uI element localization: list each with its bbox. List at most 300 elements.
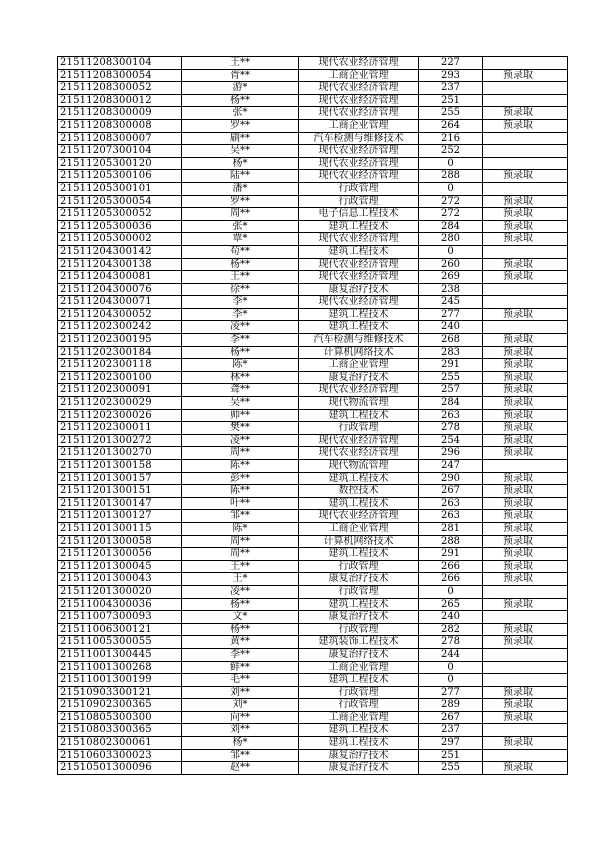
candidate-id-cell: 21510501300096 bbox=[58, 762, 182, 775]
candidate-name-cell: 张* bbox=[182, 107, 299, 120]
candidate-name-cell: 黄** bbox=[182, 636, 299, 649]
table-row bbox=[58, 82, 568, 95]
candidate-name-cell: 陈* bbox=[182, 522, 299, 535]
score-cell: 265 bbox=[419, 598, 483, 611]
major-cell: 行政管理 bbox=[299, 195, 419, 208]
table-row bbox=[58, 107, 568, 120]
admission-list-body bbox=[58, 57, 568, 775]
admission-status-cell: 预录取 bbox=[483, 762, 568, 775]
table-row bbox=[58, 623, 568, 636]
admission-status-cell bbox=[483, 321, 568, 334]
candidate-id-cell: 21511006300121 bbox=[58, 623, 182, 636]
candidate-name-cell: 王** bbox=[182, 271, 299, 284]
candidate-name-cell: 林** bbox=[182, 371, 299, 384]
admission-status-cell: 预录取 bbox=[483, 699, 568, 712]
admission-status-cell: 预录取 bbox=[483, 409, 568, 422]
candidate-name-cell: 周** bbox=[182, 208, 299, 221]
major-cell: 行政管理 bbox=[299, 699, 419, 712]
score-cell: 240 bbox=[419, 321, 483, 334]
admission-status-cell bbox=[483, 611, 568, 624]
score-cell: 263 bbox=[419, 497, 483, 510]
score-cell: 290 bbox=[419, 472, 483, 485]
candidate-id-cell: 21511201300020 bbox=[58, 585, 182, 598]
major-cell: 现代农业经济管理 bbox=[299, 447, 419, 460]
admission-status-cell: 预录取 bbox=[483, 107, 568, 120]
candidate-name-cell: 文* bbox=[182, 611, 299, 624]
candidate-id-cell: 21511201300043 bbox=[58, 573, 182, 586]
major-cell: 康复治疗技术 bbox=[299, 371, 419, 384]
table-row bbox=[58, 548, 568, 561]
major-cell: 计算机网络技术 bbox=[299, 535, 419, 548]
major-cell: 现代物流管理 bbox=[299, 460, 419, 473]
admission-status-cell: 预录取 bbox=[483, 636, 568, 649]
table-row bbox=[58, 711, 568, 724]
major-cell: 建筑工程技术 bbox=[299, 724, 419, 737]
score-cell: 278 bbox=[419, 422, 483, 435]
score-cell: 297 bbox=[419, 737, 483, 750]
major-cell: 工商企业管理 bbox=[299, 359, 419, 372]
score-cell: 0 bbox=[419, 674, 483, 687]
major-cell: 建筑工程技术 bbox=[299, 409, 419, 422]
candidate-name-cell: 向** bbox=[182, 711, 299, 724]
candidate-name-cell: 刷** bbox=[182, 132, 299, 145]
candidate-id-cell: 21511202300195 bbox=[58, 334, 182, 347]
major-cell: 行政管理 bbox=[299, 585, 419, 598]
candidate-id-cell: 21510603300023 bbox=[58, 749, 182, 762]
candidate-name-cell: 王** bbox=[182, 57, 299, 70]
admission-status-cell bbox=[483, 182, 568, 195]
candidate-id-cell: 21511202300242 bbox=[58, 321, 182, 334]
major-cell: 现代农业经济管理 bbox=[299, 296, 419, 309]
score-cell: 291 bbox=[419, 548, 483, 561]
admission-status-cell: 预录取 bbox=[483, 472, 568, 485]
candidate-id-cell: 21511205300036 bbox=[58, 220, 182, 233]
score-cell: 268 bbox=[419, 334, 483, 347]
score-cell: 238 bbox=[419, 283, 483, 296]
major-cell: 现代农业经济管理 bbox=[299, 94, 419, 107]
score-cell: 251 bbox=[419, 749, 483, 762]
candidate-name-cell: 陆** bbox=[182, 170, 299, 183]
score-cell: 267 bbox=[419, 485, 483, 498]
candidate-name-cell: 罗** bbox=[182, 195, 299, 208]
score-cell: 237 bbox=[419, 724, 483, 737]
admission-status-cell bbox=[483, 296, 568, 309]
score-cell: 278 bbox=[419, 636, 483, 649]
major-cell: 行政管理 bbox=[299, 422, 419, 435]
table-row bbox=[58, 674, 568, 687]
major-cell: 汽车检测与维修技术 bbox=[299, 132, 419, 145]
score-cell: 0 bbox=[419, 182, 483, 195]
table-row bbox=[58, 611, 568, 624]
table-row bbox=[58, 145, 568, 158]
table-row bbox=[58, 157, 568, 170]
admission-status-cell: 预录取 bbox=[483, 271, 568, 284]
score-cell: 0 bbox=[419, 245, 483, 258]
table-row bbox=[58, 648, 568, 661]
candidate-id-cell: 21510902300365 bbox=[58, 699, 182, 712]
candidate-id-cell: 21510803300365 bbox=[58, 724, 182, 737]
admission-status-cell bbox=[483, 661, 568, 674]
major-cell: 现代农业经济管理 bbox=[299, 57, 419, 70]
candidate-name-cell: 杨* bbox=[182, 737, 299, 750]
admission-status-cell: 预录取 bbox=[483, 447, 568, 460]
major-cell: 工商企业管理 bbox=[299, 69, 419, 82]
admission-status-cell: 预录取 bbox=[483, 522, 568, 535]
candidate-name-cell: 帅** bbox=[182, 409, 299, 422]
table-row bbox=[58, 560, 568, 573]
table-row bbox=[58, 233, 568, 246]
score-cell: 245 bbox=[419, 296, 483, 309]
major-cell: 建筑工程技术 bbox=[299, 674, 419, 687]
admission-status-cell: 预录取 bbox=[483, 69, 568, 82]
major-cell: 现代农业经济管理 bbox=[299, 107, 419, 120]
table-row bbox=[58, 359, 568, 372]
score-cell: 263 bbox=[419, 510, 483, 523]
score-cell: 289 bbox=[419, 699, 483, 712]
score-cell: 266 bbox=[419, 573, 483, 586]
score-cell: 251 bbox=[419, 94, 483, 107]
admission-status-cell: 预录取 bbox=[483, 233, 568, 246]
candidate-id-cell: 21511204300138 bbox=[58, 258, 182, 271]
table-row bbox=[58, 749, 568, 762]
score-cell: 264 bbox=[419, 119, 483, 132]
candidate-id-cell: 21511004300036 bbox=[58, 598, 182, 611]
candidate-id-cell: 21511207300104 bbox=[58, 145, 182, 158]
candidate-id-cell: 21511204300081 bbox=[58, 271, 182, 284]
score-cell: 260 bbox=[419, 258, 483, 271]
candidate-id-cell: 21511205300052 bbox=[58, 208, 182, 221]
score-cell: 0 bbox=[419, 157, 483, 170]
admission-status-cell bbox=[483, 132, 568, 145]
score-cell: 255 bbox=[419, 107, 483, 120]
admission-status-cell: 预录取 bbox=[483, 119, 568, 132]
major-cell: 康复治疗技术 bbox=[299, 762, 419, 775]
table-row bbox=[58, 510, 568, 523]
candidate-name-cell: 毛** bbox=[182, 674, 299, 687]
score-cell: 288 bbox=[419, 535, 483, 548]
table-row bbox=[58, 522, 568, 535]
table-row bbox=[58, 119, 568, 132]
admission-status-cell: 预录取 bbox=[483, 598, 568, 611]
score-cell: 254 bbox=[419, 434, 483, 447]
score-cell: 216 bbox=[419, 132, 483, 145]
table-row bbox=[58, 69, 568, 82]
admission-status-cell: 预录取 bbox=[483, 560, 568, 573]
admission-status-cell: 预录取 bbox=[483, 434, 568, 447]
major-cell: 康复治疗技术 bbox=[299, 648, 419, 661]
candidate-name-cell: 潘* bbox=[182, 182, 299, 195]
major-cell: 建筑工程技术 bbox=[299, 598, 419, 611]
candidate-id-cell: 21511204300052 bbox=[58, 308, 182, 321]
candidate-id-cell: 21511201300127 bbox=[58, 510, 182, 523]
major-cell: 现代农业经济管理 bbox=[299, 258, 419, 271]
score-cell: 272 bbox=[419, 208, 483, 221]
candidate-name-cell: 胥** bbox=[182, 69, 299, 82]
admission-status-cell: 预录取 bbox=[483, 308, 568, 321]
score-cell: 237 bbox=[419, 82, 483, 95]
admission-status-cell: 预录取 bbox=[483, 346, 568, 359]
admission-status-cell bbox=[483, 82, 568, 95]
candidate-id-cell: 21510903300121 bbox=[58, 686, 182, 699]
admission-status-cell bbox=[483, 749, 568, 762]
candidate-id-cell: 21511204300071 bbox=[58, 296, 182, 309]
candidate-id-cell: 21511202300118 bbox=[58, 359, 182, 372]
major-cell: 数控技术 bbox=[299, 485, 419, 498]
candidate-name-cell: 杨** bbox=[182, 258, 299, 271]
admission-status-cell: 预录取 bbox=[483, 220, 568, 233]
table-row bbox=[58, 283, 568, 296]
major-cell: 现代农业经济管理 bbox=[299, 170, 419, 183]
candidate-name-cell: 彭** bbox=[182, 472, 299, 485]
candidate-name-cell: 杨** bbox=[182, 94, 299, 107]
candidate-id-cell: 21511201300056 bbox=[58, 548, 182, 561]
table-row bbox=[58, 321, 568, 334]
candidate-name-cell: 周** bbox=[182, 447, 299, 460]
admission-status-cell: 预录取 bbox=[483, 686, 568, 699]
table-row bbox=[58, 460, 568, 473]
table-row bbox=[58, 724, 568, 737]
score-cell: 282 bbox=[419, 623, 483, 636]
admission-status-cell: 预录取 bbox=[483, 548, 568, 561]
major-cell: 工商企业管理 bbox=[299, 661, 419, 674]
candidate-id-cell: 21511204300076 bbox=[58, 283, 182, 296]
major-cell: 建筑装饰工程技术 bbox=[299, 636, 419, 649]
major-cell: 现代农业经济管理 bbox=[299, 271, 419, 284]
table-row bbox=[58, 132, 568, 145]
table-row bbox=[58, 208, 568, 221]
major-cell: 建筑工程技术 bbox=[299, 497, 419, 510]
table-row bbox=[58, 271, 568, 284]
candidate-id-cell: 21511201300147 bbox=[58, 497, 182, 510]
major-cell: 现代农业经济管理 bbox=[299, 145, 419, 158]
table-row bbox=[58, 57, 568, 70]
admission-status-cell: 预录取 bbox=[483, 170, 568, 183]
score-cell: 277 bbox=[419, 308, 483, 321]
table-row bbox=[58, 346, 568, 359]
score-cell: 257 bbox=[419, 384, 483, 397]
score-cell: 284 bbox=[419, 220, 483, 233]
score-cell: 277 bbox=[419, 686, 483, 699]
admission-status-cell: 预录取 bbox=[483, 737, 568, 750]
table-row bbox=[58, 737, 568, 750]
major-cell: 工商企业管理 bbox=[299, 711, 419, 724]
admission-status-cell: 预录取 bbox=[483, 371, 568, 384]
candidate-id-cell: 21511208300009 bbox=[58, 107, 182, 120]
candidate-id-cell: 21511208300052 bbox=[58, 82, 182, 95]
candidate-name-cell: 凌** bbox=[182, 434, 299, 447]
table-row bbox=[58, 762, 568, 775]
table-row bbox=[58, 245, 568, 258]
candidate-name-cell: 邹** bbox=[182, 510, 299, 523]
major-cell: 康复治疗技术 bbox=[299, 283, 419, 296]
candidate-id-cell: 21511202300100 bbox=[58, 371, 182, 384]
score-cell: 255 bbox=[419, 371, 483, 384]
major-cell: 汽车检测与维修技术 bbox=[299, 334, 419, 347]
candidate-name-cell: 刘** bbox=[182, 724, 299, 737]
candidate-id-cell: 21511201300045 bbox=[58, 560, 182, 573]
candidate-name-cell: 周** bbox=[182, 548, 299, 561]
candidate-id-cell: 21511205300002 bbox=[58, 233, 182, 246]
admission-status-cell bbox=[483, 724, 568, 737]
score-cell: 227 bbox=[419, 57, 483, 70]
table-row bbox=[58, 195, 568, 208]
table-row bbox=[58, 447, 568, 460]
admission-status-cell: 预录取 bbox=[483, 195, 568, 208]
candidate-name-cell: 李** bbox=[182, 648, 299, 661]
candidate-name-cell: 杨* bbox=[182, 157, 299, 170]
admission-status-cell: 预录取 bbox=[483, 208, 568, 221]
candidate-name-cell: 游* bbox=[182, 82, 299, 95]
candidate-id-cell: 21511007300093 bbox=[58, 611, 182, 624]
table-row bbox=[58, 585, 568, 598]
candidate-id-cell: 21511205300101 bbox=[58, 182, 182, 195]
candidate-id-cell: 21511204300142 bbox=[58, 245, 182, 258]
candidate-id-cell: 21510802300061 bbox=[58, 737, 182, 750]
candidate-name-cell: 鲜** bbox=[182, 661, 299, 674]
table-row bbox=[58, 573, 568, 586]
admission-status-cell bbox=[483, 245, 568, 258]
candidate-name-cell: 聋** bbox=[182, 384, 299, 397]
table-row bbox=[58, 220, 568, 233]
major-cell: 现代农业经济管理 bbox=[299, 233, 419, 246]
major-cell: 康复治疗技术 bbox=[299, 749, 419, 762]
admission-status-cell bbox=[483, 674, 568, 687]
candidate-id-cell: 21511208300007 bbox=[58, 132, 182, 145]
candidate-name-cell: 杨** bbox=[182, 346, 299, 359]
admission-status-cell bbox=[483, 585, 568, 598]
major-cell: 行政管理 bbox=[299, 182, 419, 195]
candidate-name-cell: 凌** bbox=[182, 321, 299, 334]
candidate-name-cell: 徐** bbox=[182, 283, 299, 296]
admission-status-cell bbox=[483, 145, 568, 158]
major-cell: 建筑工程技术 bbox=[299, 308, 419, 321]
candidate-id-cell: 21511208300104 bbox=[58, 57, 182, 70]
candidate-name-cell: 李* bbox=[182, 296, 299, 309]
candidate-name-cell: 赵** bbox=[182, 762, 299, 775]
candidate-id-cell: 21511205300120 bbox=[58, 157, 182, 170]
candidate-name-cell: 陈* bbox=[182, 359, 299, 372]
table-row bbox=[58, 535, 568, 548]
admission-status-cell: 预录取 bbox=[483, 334, 568, 347]
candidate-id-cell: 21511201300058 bbox=[58, 535, 182, 548]
candidate-id-cell: 21510805300300 bbox=[58, 711, 182, 724]
candidate-id-cell: 21511201300270 bbox=[58, 447, 182, 460]
major-cell: 建筑工程技术 bbox=[299, 245, 419, 258]
score-cell: 272 bbox=[419, 195, 483, 208]
score-cell: 281 bbox=[419, 522, 483, 535]
major-cell: 现代农业经济管理 bbox=[299, 82, 419, 95]
candidate-name-cell: 覃* bbox=[182, 233, 299, 246]
admission-status-cell bbox=[483, 648, 568, 661]
major-cell: 现代农业经济管理 bbox=[299, 434, 419, 447]
table-row bbox=[58, 371, 568, 384]
candidate-name-cell: 叶** bbox=[182, 497, 299, 510]
score-cell: 284 bbox=[419, 397, 483, 410]
admission-status-cell bbox=[483, 460, 568, 473]
major-cell: 康复治疗技术 bbox=[299, 611, 419, 624]
score-cell: 283 bbox=[419, 346, 483, 359]
candidate-id-cell: 21511208300012 bbox=[58, 94, 182, 107]
candidate-name-cell: 刘* bbox=[182, 699, 299, 712]
candidate-id-cell: 21511208300008 bbox=[58, 119, 182, 132]
candidate-id-cell: 21511202300011 bbox=[58, 422, 182, 435]
admission-status-cell: 预录取 bbox=[483, 485, 568, 498]
admission-status-cell: 预录取 bbox=[483, 510, 568, 523]
score-cell: 247 bbox=[419, 460, 483, 473]
table-row bbox=[58, 170, 568, 183]
major-cell: 建筑工程技术 bbox=[299, 472, 419, 485]
candidate-name-cell: 樊** bbox=[182, 422, 299, 435]
table-row bbox=[58, 397, 568, 410]
admission-status-cell bbox=[483, 283, 568, 296]
candidate-id-cell: 21511202300026 bbox=[58, 409, 182, 422]
candidate-id-cell: 21511201300151 bbox=[58, 485, 182, 498]
candidate-name-cell: 张* bbox=[182, 220, 299, 233]
table-row bbox=[58, 422, 568, 435]
table-row bbox=[58, 334, 568, 347]
major-cell: 现代物流管理 bbox=[299, 397, 419, 410]
candidate-id-cell: 21511205300106 bbox=[58, 170, 182, 183]
table-row bbox=[58, 699, 568, 712]
candidate-name-cell: 吴** bbox=[182, 397, 299, 410]
candidate-name-cell: 陈** bbox=[182, 460, 299, 473]
score-cell: 280 bbox=[419, 233, 483, 246]
table-row bbox=[58, 258, 568, 271]
table-row bbox=[58, 182, 568, 195]
candidate-id-cell: 21511208300054 bbox=[58, 69, 182, 82]
admission-status-cell: 预录取 bbox=[483, 535, 568, 548]
candidate-name-cell: 凌** bbox=[182, 585, 299, 598]
admission-status-cell: 预录取 bbox=[483, 497, 568, 510]
major-cell: 工商企业管理 bbox=[299, 119, 419, 132]
score-cell: 296 bbox=[419, 447, 483, 460]
major-cell: 现代农业经济管理 bbox=[299, 510, 419, 523]
admission-status-cell bbox=[483, 157, 568, 170]
score-cell: 255 bbox=[419, 762, 483, 775]
candidate-name-cell: 邹** bbox=[182, 749, 299, 762]
admission-status-cell bbox=[483, 57, 568, 70]
candidate-id-cell: 21511001300199 bbox=[58, 674, 182, 687]
admission-status-cell: 预录取 bbox=[483, 573, 568, 586]
table-row bbox=[58, 636, 568, 649]
major-cell: 康复治疗技术 bbox=[299, 573, 419, 586]
candidate-id-cell: 21511201300157 bbox=[58, 472, 182, 485]
major-cell: 现代农业经济管理 bbox=[299, 384, 419, 397]
admission-status-cell: 预录取 bbox=[483, 422, 568, 435]
major-cell: 建筑工程技术 bbox=[299, 737, 419, 750]
table-row bbox=[58, 434, 568, 447]
score-cell: 240 bbox=[419, 611, 483, 624]
candidate-name-cell: 王** bbox=[182, 560, 299, 573]
candidate-name-cell: 吴** bbox=[182, 145, 299, 158]
admission-status-cell: 预录取 bbox=[483, 384, 568, 397]
admission-status-cell: 预录取 bbox=[483, 623, 568, 636]
score-cell: 263 bbox=[419, 409, 483, 422]
table-row bbox=[58, 472, 568, 485]
major-cell: 行政管理 bbox=[299, 623, 419, 636]
score-cell: 269 bbox=[419, 271, 483, 284]
score-cell: 244 bbox=[419, 648, 483, 661]
candidate-name-cell: 李** bbox=[182, 334, 299, 347]
candidate-id-cell: 21511001300268 bbox=[58, 661, 182, 674]
score-cell: 288 bbox=[419, 170, 483, 183]
table-row bbox=[58, 686, 568, 699]
score-cell: 293 bbox=[419, 69, 483, 82]
candidate-id-cell: 21511205300054 bbox=[58, 195, 182, 208]
score-cell: 0 bbox=[419, 661, 483, 674]
candidate-name-cell: 刘** bbox=[182, 686, 299, 699]
table-row bbox=[58, 485, 568, 498]
